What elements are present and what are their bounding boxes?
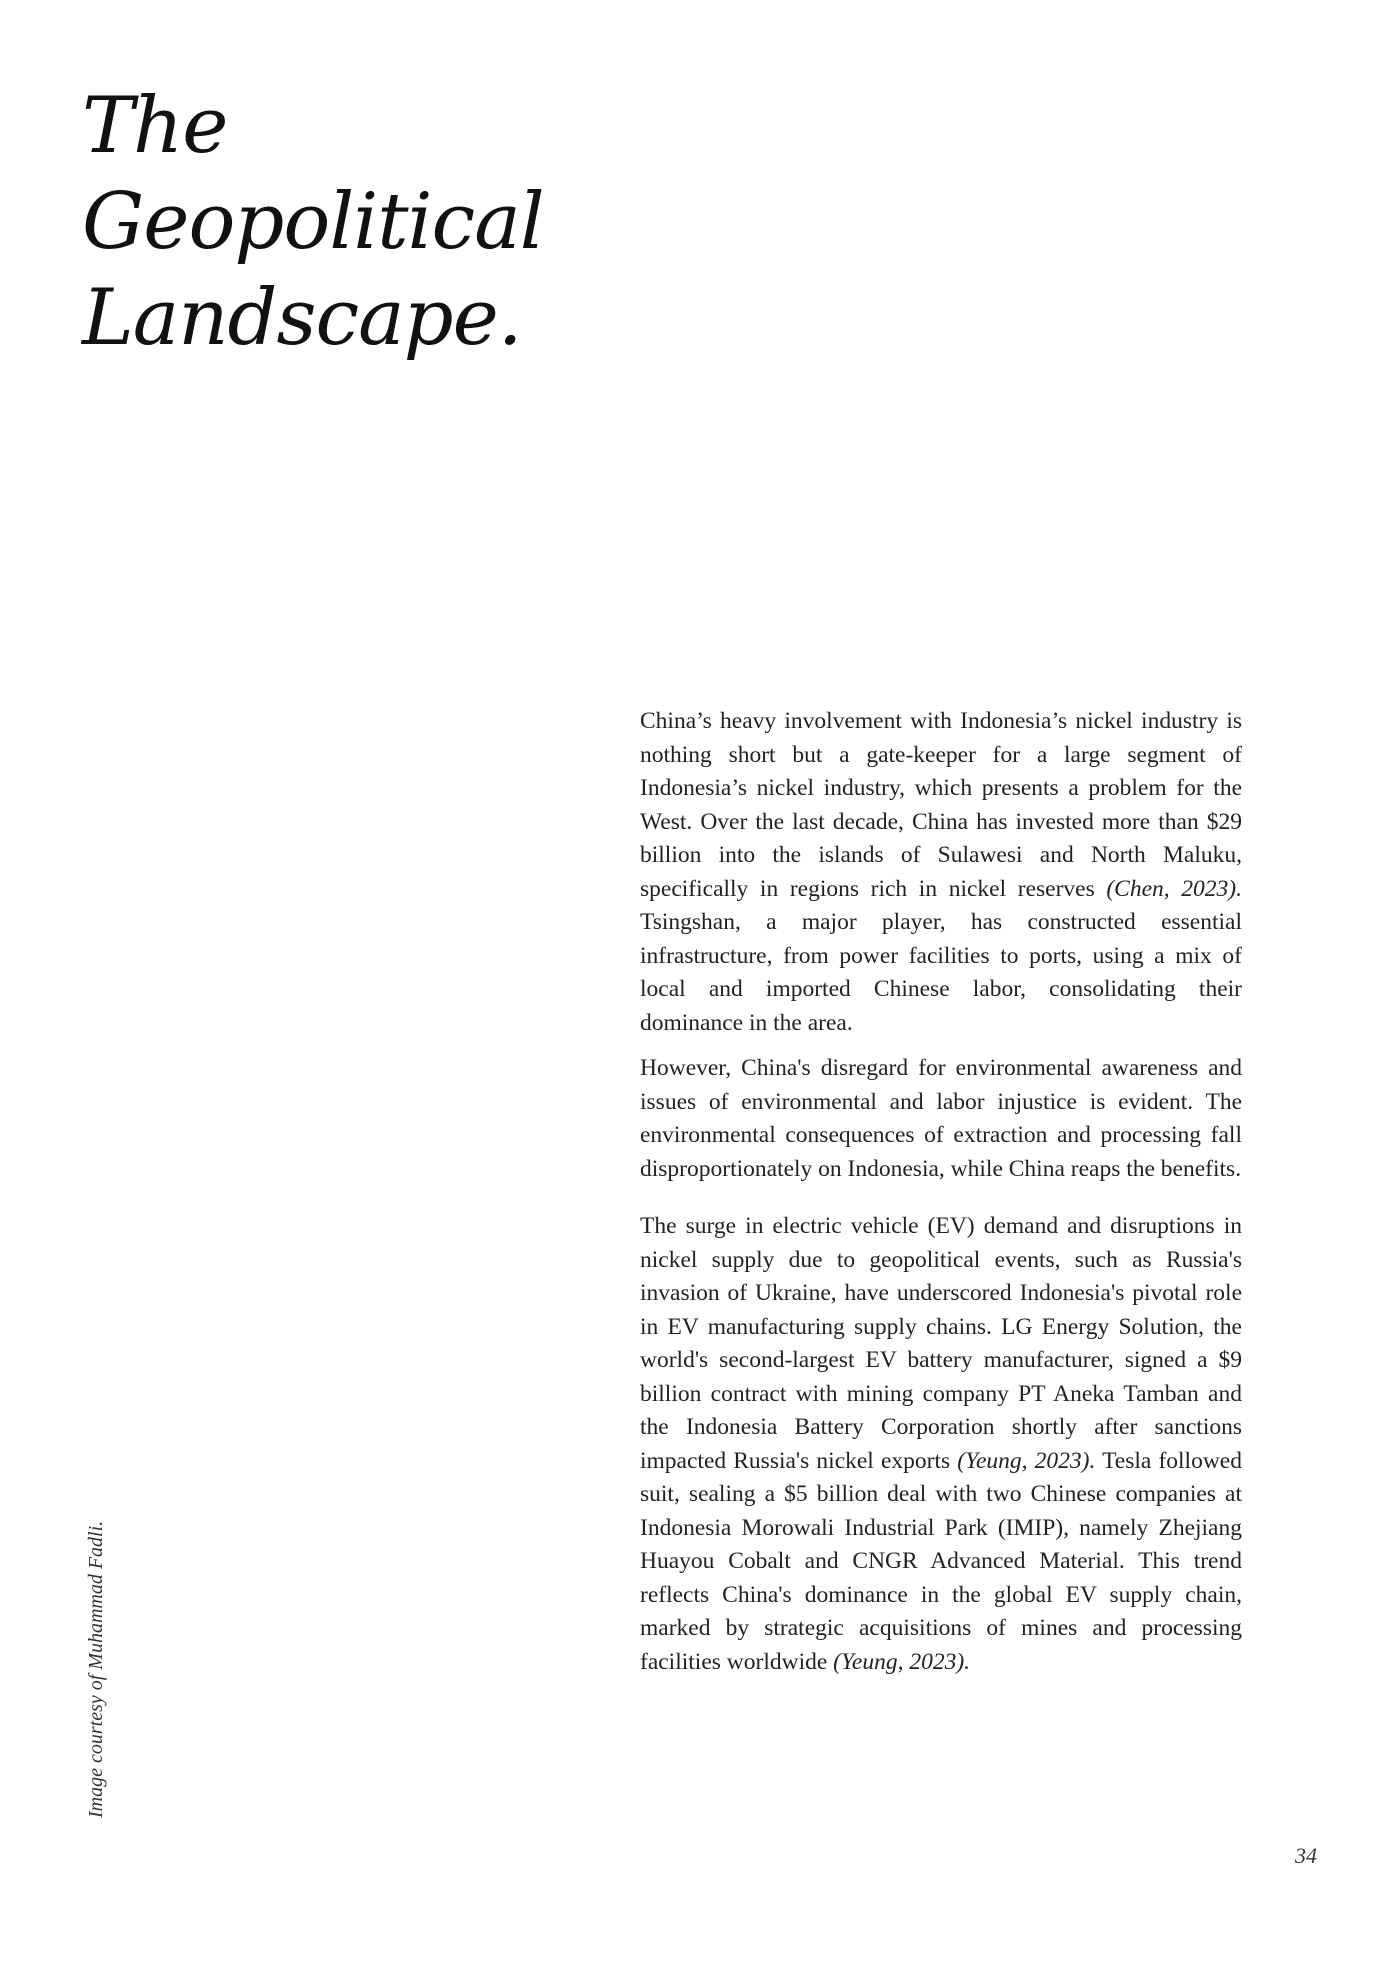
paragraph-environmental-disregard <box>640 1052 1242 1186</box>
paragraph-text: China’s heavy involvement with Indonesia’s nickel industry is nothing short but a gate-keeper for a large segment of Indonesia’s nickel industry, which presents a problem for the West. Over the last decade, China has invested more than $29 billion into the islands of Sulawesi and North Maluku, specifically in regions rich in nickel reserves <box>640 708 1242 902</box>
article-body <box>640 705 1242 1679</box>
title-line-1: The <box>82 81 228 171</box>
paragraph-ev-demand <box>640 1210 1242 1679</box>
paragraph-text: However, China's disregard for environmental awareness and issues of environmental and labor injustice is evident. The environmental consequences of extraction and processing fall disproportionately on Indonesia, while China reaps the benefits. <box>640 1055 1242 1182</box>
citation: (Chen, 2023). <box>1106 875 1242 902</box>
paragraph-text: Tsingshan, a major player, has constructed essential infrastructure, from power facilities to ports, using a mix of local and imported Chinese labor, consolidating their dominance in the area. <box>640 909 1242 1036</box>
citation: (Yeung, 2023). <box>957 1447 1096 1474</box>
paragraph-text: Tesla followed suit, sealing a $5 billion deal with two Chinese companies at Indonesia Morowali Industrial Park (IMIP), namely Zhejiang Huayou Cobalt and CNGR Advanced Material. This trend reflects China's dominance in the global EV supply chain, marked by strategic acquisitions of mines and processing facilities worldwide <box>640 1447 1242 1675</box>
title-line-2: Geopolitical <box>82 177 544 267</box>
page-number: 34 <box>1295 1843 1317 1868</box>
citation: (Yeung, 2023). <box>833 1648 971 1675</box>
paragraph-china-involvement <box>640 705 1242 1040</box>
page-title <box>82 78 544 366</box>
paragraph-text: The surge in electric vehicle (EV) demand and disruptions in nickel supply due to geopolitical events, such as Russia's invasion of Ukraine, have underscored Indonesia's pivotal role in EV manufacturing supply chains. LG Energy Solution, the world's second-largest EV battery manufacturer, signed a $9 billion contract with mining company PT Aneka Tamban and the Indonesia Battery Corporation shortly after sanctions impacted Russia's nickel exports <box>640 1213 1242 1474</box>
title-line-3: Landscape. <box>82 273 522 363</box>
image-credit-caption: Image courtesy of Muhammad Fadli. <box>85 1520 107 1818</box>
